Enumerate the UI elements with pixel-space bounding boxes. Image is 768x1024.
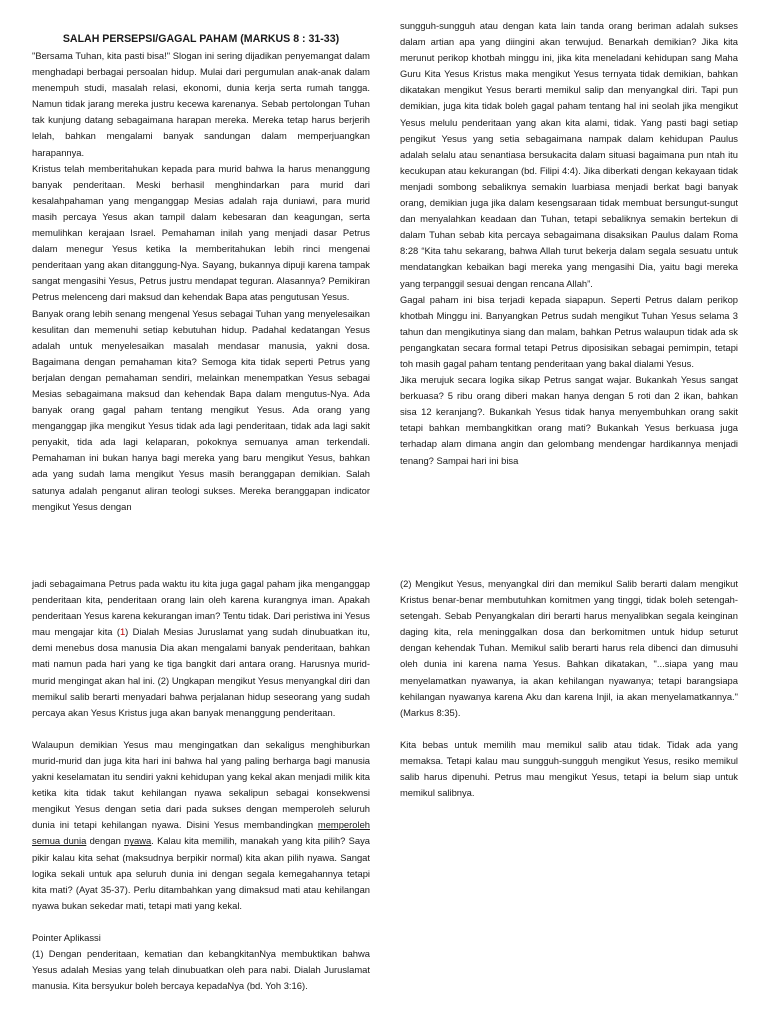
column-3	[32, 576, 370, 994]
paragraph	[32, 737, 370, 914]
paragraph: sungguh-sungguh atau dengan kata lain tanda orang beriman adalah sukses dalam artian apa yang diingini akan terwujud. Benarkah demikian? Jika kita merunut perikop khotbah minggu ini, jika kita meneladani kehidupan sang Maha Guru Kita Yesus Kristus maka mengikut Yesus ternyata tidak demikian, bahkan dikatakan mengikut Yesus berarti memikul salip dan menyangkal diri. Tapi pun demikian, juga kita tidak boleh gagal paham tentang hal ini seolah jika mengikut Yesus melulu penderitaan yang akan kita alami, tidak. Yang pasti bagi setiap pengikut Yesus yang setia sebagaimana nampak dalam kehidupan Paulus adalah selalu atau senantiasa bersukacita dalam situasi bagaimana pun ntah itu kecukupan atau kekurangan (bd. Filipi 4:4). Jika diberkati dengan kekayaan tidak menjadi sombong sebaliknya semakin luarbiasa menjadi berkat bagi banyak orang, demikian juga jika dalam kesengsaraan tidak membuat bersungut-sungut dan menyalahkan keadaan dan Tuhan, tetapi sebaliknya semakin bertekun di dalam Tuhan sebab kita percaya sebagaimana disaksikan Paulus dalam Roma 8:28 “Kita tahu sekarang, bahwa Allah turut bekerja dalam segala sesuatu untuk mendatangkan kebaikan bagi mereka yang mengasihi Dia, yaitu bagi mereka yang terpanggil sesuai dengan rencana Allah”.	[400, 20, 738, 289]
paragraph: (1) Dengan penderitaan, kematian dan kebangkitanNya membuktikan bahwa Yesus adalah Mesias yang telah dinubuatkan oleh para nabi. Dialah Juruslamat manusia. Kita bersyukur boleh bercaya kepadaNya (bd. Yoh 3:16).	[32, 947, 370, 992]
column-4	[400, 576, 738, 801]
section-heading: Pointer Aplikassi	[32, 931, 101, 943]
paragraph: Kita bebas untuk memilih mau memikul salib atau tidak. Tidak ada yang memaksa. Tetapi kalau mau sungguh-sungguh mengikut Yesus, resiko memikul salib harus dipenuhi. Petrus mau mengikut Yesus, tetapi ia belum siap untuk memikul salibnya.	[400, 738, 738, 799]
column-1	[32, 30, 370, 515]
text-run: dengan	[86, 835, 125, 847]
paragraph: Jika merujuk secara logika sikap Petrus sangat wajar. Bukankah Yesus sangat berkuasa? 5 ribu orang diberi makan hanya dengan 5 roti dan 2 ikan, bahkan sisa 12 keranjang?. Bukankah Yesus tidak hanya menyembuhkan orang sakit tetapi bahkan membangkitkan orang mati? Bukankah Yesus berkuasa juga terhadap alam dimana angin dan gelombang mendengar hardikannya menjadi tenang? Sampai hari ini bisa	[400, 374, 738, 466]
underlined-phrase: memperoleh semua dunia	[32, 819, 370, 847]
paragraph: (2) Mengikut Yesus, menyangkal diri dan memikul Salib berarti dalam mengikut Kristus benar-benar membutuhkan komitmen yang tinggi, tidak boleh setengah-setengah. Sebab Penyangkalan diri berarti harus menyalibkan segala keinginan daging kita, rela meninggalkan dosa dan berkomitmen untuk hidup seturut dengan kehendak Tuhan. Memikul salib berarti harus rela dibenci dan dimusuhi oleh dunia ini karena nama Yesus. Bahkan dikatakan, "...siapa yang mau menyelamatkan nyawanya, ia akan kehilangan nyawanya; tetapi barangsiapa kehilangan nyawanya karena Aku dan karena Injil, ia akan menyelamatkannya." (Markus 8:35).	[400, 578, 738, 718]
underlined-phrase: nyawa	[124, 835, 152, 847]
text-run: ) Dialah Mesias Juruslamat yang sudah dinubuatkan itu, demi menebus dosa manusia Dia akan mengalami banyak penderitaan, bahkan mati namun pada hari yang ke tiga bangkit dari antara orang. Harusnya murid-murid mengingat akan hal ini. (2) Ungkapan mengikut Yesus menyangkal diri dan memikul salib berarti menyadari bahwa perjalanan hidup seseorang yang sudah percaya akan Yesus Kristus juga akan banyak menanggung penderitaan.	[32, 626, 370, 718]
text-run: jadi sebagaimana Petrus pada waktu itu kita juga gagal paham jika menganggap penderitaan kita, penderitaan orang lain oleh karena kurangnya iman. Apakah penderitaan Yesus karena kekurangan iman? Tentu tidak. Dari peristiwa ini Yesus mau mengajar kita (	[32, 578, 370, 638]
paragraph: Banyak orang lebih senang mengenal Yesus sebagai Tuhan yang menyelesaikan kesulitan dan memenuhi setiap kebutuhan hidup. Padahal kedatangan Yesus adalah untuk menyelesaikan masalah mendasar manusia, yakni dosa. Bagaimana dengan pemahaman kita? Semoga kita tidak seperti Petrus yang berjalan dengan pemahaman sendiri, melainkan menempatkan Yesus sebagai Mesias sebagaimana maksud dan kehendak Bapa dalam mengutus-Nya. Ada banyak orang gagal paham tentang mengikut Yesus. Ada orang yang menganggap jika mengikut Yesus tidak ada lagi penderitaan, tidak ada lagi sakit penyakit, tida ada lagi kelaparan, pokoknya semuanya aman terkendali. Pemahaman ini bukan hanya bagi mereka yang baru mengikut Yesus, bahkan ada yang sudah lama mengikut Yesus masih beranggapan demikian. Salah satunya adalah penganut aliran teologi sukses. Mereka beranggapan indicator mengikut Yesus dengan	[32, 307, 370, 512]
paragraph: Gagal paham ini bisa terjadi kepada siapapun. Seperti Petrus dalam perikop khotbah Minggu ini. Banyangkan Petrus sudah mengikut Tuhan Yesus selama 3 tahun dan mengikutinya siang dan malam, bahkan Petrus walaupun tidak ada sk pengangkatan secara formal tetapi Petrus diposisikan sebagai pemimpin, tetapi toh masih gagal paham tentang penderitaan yang bakal dialami Yesus.	[400, 293, 738, 369]
text-run: Walaupun demikian Yesus mau mengingatkan dan sekaligus menghiburkan murid-murid dan juga kita hari ini bahwa hal yang paling berharga bagi manusia yakni keselamatan itu sendiri yakni kehidupan yang kekal akan menjadi milik kita ketika kita tidak takut kehilangan nyawa sekalipun sebagai konsekwensi mengikut Yesus dengan setia dari pada sukses dengan memperoleh seluruh dunia ini tetapi kehilangan nyawa. Disini Yesus membandingkan	[32, 738, 370, 831]
point-number: 1	[119, 626, 126, 638]
text-run: . Kalau kita memilih, manakah yang kita pilih? Saya pikir kalau kita sehat (maksudnya berpikir normal) kita akan pilih nyawa. Sangat logika sekali untuk apa seluruh dunia ini dengan segala kemegahannya tetapi kita mati? (Ayat 35-37). Perlu ditambahkan yang dimaksud mati atau kehilangan nyawa bukan sekedar mati, tetapi mati yang kekal.	[32, 835, 370, 911]
paragraph	[32, 576, 370, 721]
paragraph: "Bersama Tuhan, kita pasti bisa!" Slogan ini sering dijadikan penyemangat dalam menghadapi berbagai persoalan hidup. Mulai dari pergumulan anak-anak dalam menempuh studi, masalah relasi, ekonomi, dunia kerja serta rumah tangga. Namun tidak jarang mereka justru kecewa karenanya. Sebab pertolongan Tuhan tak kunjung datang sebagaimana harapan mereka. Mereka tetap harus berjerih lelah, bahkan mengalami banyak sandungan dalam memperjuangkan harapannya.	[32, 50, 370, 158]
paragraph: Kristus telah memberitahukan kepada para murid bahwa Ia harus menanggung banyak penderitaan. Meski berhasil menghindarkan para murid dari kesalahpahaman yang menganggap Mesias adalah raja duniawi, para murid masih percaya Yesus akan tampil dalam kebesaran dan keagungan, serta memulihkan kerajaan Israel. Pemahaman inilah yang menjadi dasar Petrus dalam menegur Yesus ketika Ia memberitahukan lebih rinci mengenai penderitaan yang akan ditanggung-Nya. Sayang, bukannya dipuji karena tampak sangat mengasihi Yesus, Petrus justru mendapat teguran. Alasannya? Pemikiran Petrus melenceng dari maksud dan kehendak Bapa atas pengutusan Yesus.	[32, 162, 370, 303]
column-2	[400, 18, 738, 469]
page-title: SALAH PERSEPSI/GAGAL PAHAM (MARKUS 8 : 31-33)	[62, 33, 340, 45]
